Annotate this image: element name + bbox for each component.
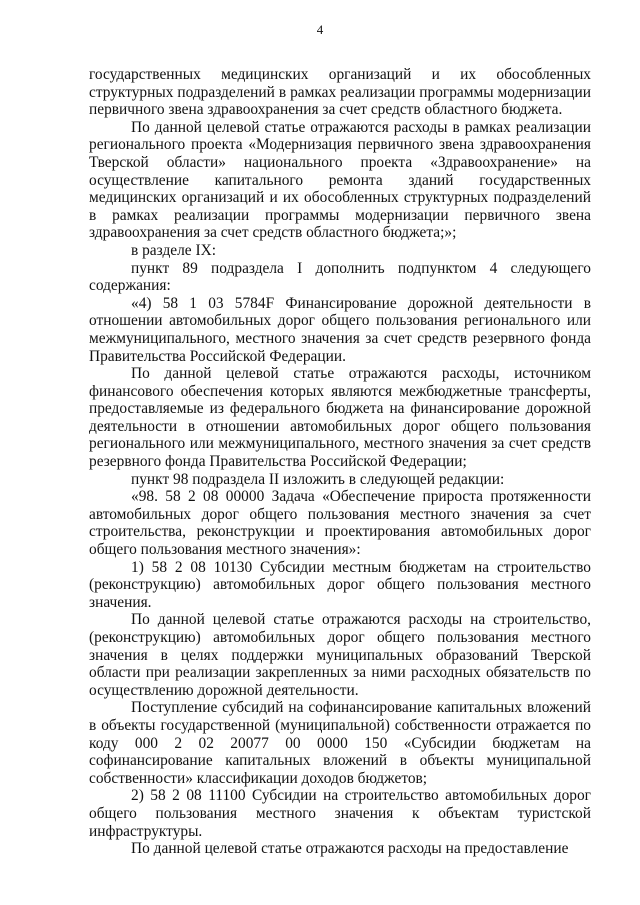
paragraph-item-98-text: «98. 58 2 08 00000 Задача «Обеспечение прироста протяженности автомобильных дорог общего пользования местного значения за счет строительства, реконструкции и проектирования автомобильных дорог общего пользования местного значения»:: [89, 488, 591, 559]
paragraph-subitem-4: «4) 58 1 03 5784F Финансирование дорожной деятельности в отношении автомобильных дорог общего пользования регионального или межмуниципального, местного значения за счет средств резервного фонда Правительства Российской Федерации.: [89, 294, 591, 365]
paragraph-capital-repair-expenses: По данной целевой статье отражаются расходы в рамках реализации регионального проекта «Модернизация первичного звена здравоохранения Тверской области» национального проекта «Здравоохранение» на осуществление капитального ремонта зданий государственных медицинских организаций и их обособленных структурных подразделений в рамках реализации программы модернизации первичного звена здравоохранения за счет средств областного бюджета;»;: [89, 118, 591, 242]
paragraph-subitem-2: 2) 58 2 08 11100 Субсидии на строительство автомобильных дорог общего пользования местного значения к объектам туристской инфраструктуры.: [89, 787, 591, 840]
paragraph-continuation: государственных медицинских организаций и их обособленных структурных подразделений в рамках реализации программы модернизации первичного звена здравоохранения за счет средств областного бюджета.: [89, 66, 591, 119]
document-body: [89, 66, 591, 858]
page-number: 4: [316, 22, 324, 37]
paragraph-subsidy-receipt: Поступление субсидий на софинансирование капитальных вложений в объекты государственной (муниципальной) собственности отражается по коду 000 2 02 20077 00 0000 150 «Субсидии бюджетам на софинансирование капитальных вложений в объекты муниципальной собственности» классификации доходов бюджетов;: [89, 699, 591, 787]
paragraph-reserve-fund-expenses: По данной целевой статье отражаются расходы, источником финансового обеспечения которых являются межбюджетные трансферты, предоставляемые из федерального бюджета на финансирование дорожной деятельности в отношении автомобильных дорог общего пользования регионального или межмуниципального, местного значения за счет средств резервного фонда Правительства Российской Федерации;: [89, 365, 591, 471]
paragraph-provision-expenses: По данной целевой статье отражаются расходы на предоставление: [131, 840, 569, 858]
paragraph-subitem-1: 1) 58 2 08 10130 Субсидии местным бюджетам на строительство (реконструкцию) автомобильных дорог общего пользования местного значения.: [89, 558, 591, 611]
paragraph-item-89: пункт 89 подраздела I дополнить подпунктом 4 следующего содержания:: [89, 259, 591, 295]
paragraph-construction-expenses: По данной целевой статье отражаются расходы на строительство, (реконструкцию) автомобильных дорог общего пользования местного значения в целях поддержки муниципальных образований Тверской области при реализации закрепленных за ними расходных обязательств по осуществлению дорожной деятельности.: [89, 611, 591, 699]
paragraph-section-ix: в разделе IX:: [131, 241, 216, 259]
paragraph-item-98: пункт 98 подраздела II изложить в следующей редакции:: [131, 470, 505, 488]
